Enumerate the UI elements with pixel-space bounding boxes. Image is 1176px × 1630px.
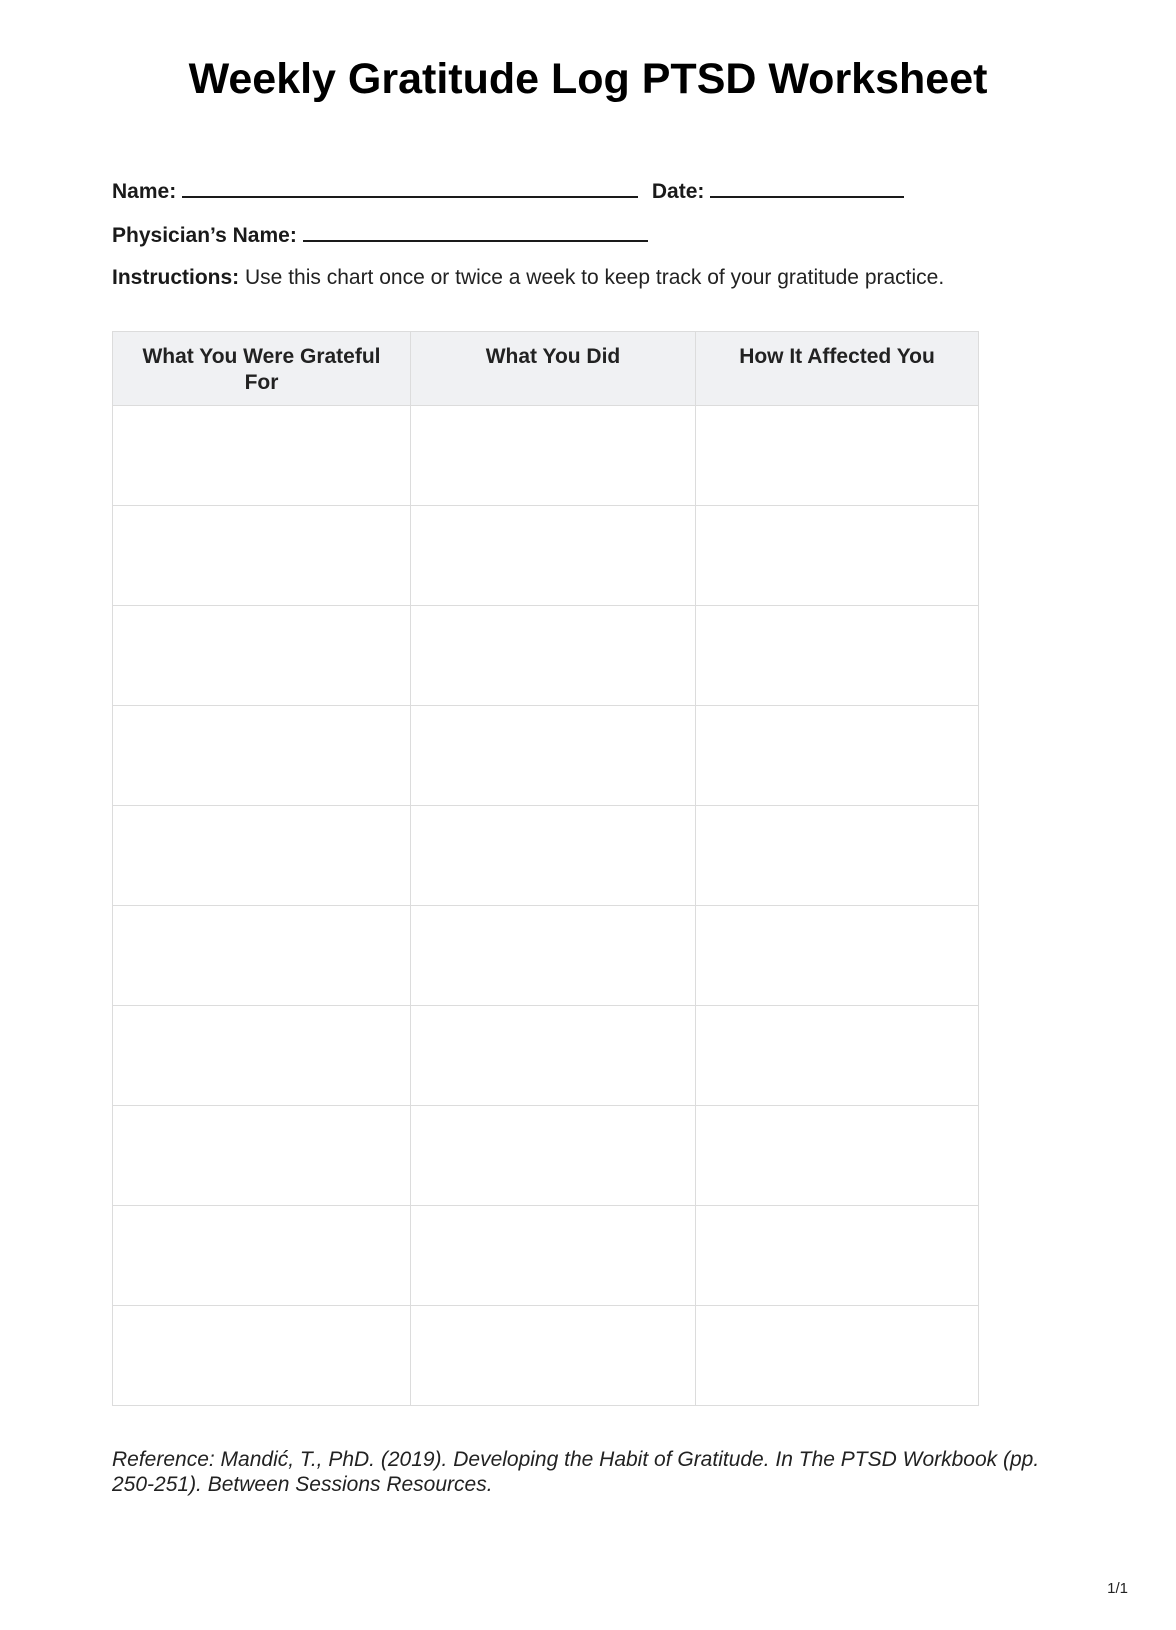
reference-note: Reference: Mandić, T., PhD. (2019). Developing the Habit of Gratitude. In The PTSD Workbook (pp. 250-251). Between Sessions Resources. <box>112 1448 1040 1496</box>
table-row <box>113 606 979 706</box>
table-cell[interactable] <box>411 406 696 506</box>
table-cell[interactable] <box>696 506 979 606</box>
table-cell[interactable] <box>696 806 979 906</box>
table-cell[interactable] <box>411 1006 696 1106</box>
table-cell[interactable] <box>696 406 979 506</box>
table-row <box>113 806 979 906</box>
date-field[interactable] <box>710 178 904 198</box>
table-cell[interactable] <box>113 1106 411 1206</box>
table-cell[interactable] <box>411 1206 696 1306</box>
table-row <box>113 1006 979 1106</box>
table-row <box>113 506 979 606</box>
instructions-text: Use this chart once or twice a week to keep track of your gratitude practice. <box>245 266 945 289</box>
table-cell[interactable] <box>696 906 979 1006</box>
column-header: How It Affected You <box>696 332 979 406</box>
table-header-row <box>113 332 979 406</box>
physician-line <box>112 222 656 248</box>
table-cell[interactable] <box>696 706 979 806</box>
table-row <box>113 906 979 1006</box>
table-cell[interactable] <box>411 906 696 1006</box>
physician-field[interactable] <box>303 222 648 242</box>
table-cell[interactable] <box>411 1106 696 1206</box>
table-cell[interactable] <box>113 1206 411 1306</box>
table-row <box>113 1306 979 1406</box>
table-row <box>113 1106 979 1206</box>
page-title: Weekly Gratitude Log PTSD Worksheet <box>188 55 988 103</box>
table-cell[interactable] <box>113 906 411 1006</box>
table-cell[interactable] <box>411 506 696 606</box>
table-cell[interactable] <box>696 1006 979 1106</box>
physician-label: Physician’s Name: <box>112 224 297 247</box>
table-cell[interactable] <box>113 1006 411 1106</box>
table-cell[interactable] <box>113 1306 411 1406</box>
page-number: 1/1 <box>1107 1580 1128 1597</box>
table-cell[interactable] <box>113 706 411 806</box>
column-header: What You Did <box>411 332 696 406</box>
table-cell[interactable] <box>696 606 979 706</box>
gratitude-log-table <box>112 331 979 1406</box>
table-row <box>113 406 979 506</box>
table-cell[interactable] <box>411 806 696 906</box>
table-cell[interactable] <box>113 506 411 606</box>
table-row <box>113 1206 979 1306</box>
table-cell[interactable] <box>696 1306 979 1406</box>
name-date-line <box>112 178 912 204</box>
table-cell[interactable] <box>411 706 696 806</box>
table-cell[interactable] <box>411 606 696 706</box>
name-label: Name: <box>112 180 177 203</box>
table-cell[interactable] <box>696 1206 979 1306</box>
table-cell[interactable] <box>113 406 411 506</box>
table-cell[interactable] <box>411 1306 696 1406</box>
instructions-label: Instructions: <box>112 266 240 289</box>
table-cell[interactable] <box>696 1106 979 1206</box>
table-row <box>113 706 979 806</box>
table-cell[interactable] <box>113 806 411 906</box>
date-label: Date: <box>651 180 705 203</box>
name-field[interactable] <box>182 178 638 198</box>
column-header: What You Were Grateful For <box>113 332 411 406</box>
table-cell[interactable] <box>113 606 411 706</box>
instructions-line <box>112 266 944 290</box>
